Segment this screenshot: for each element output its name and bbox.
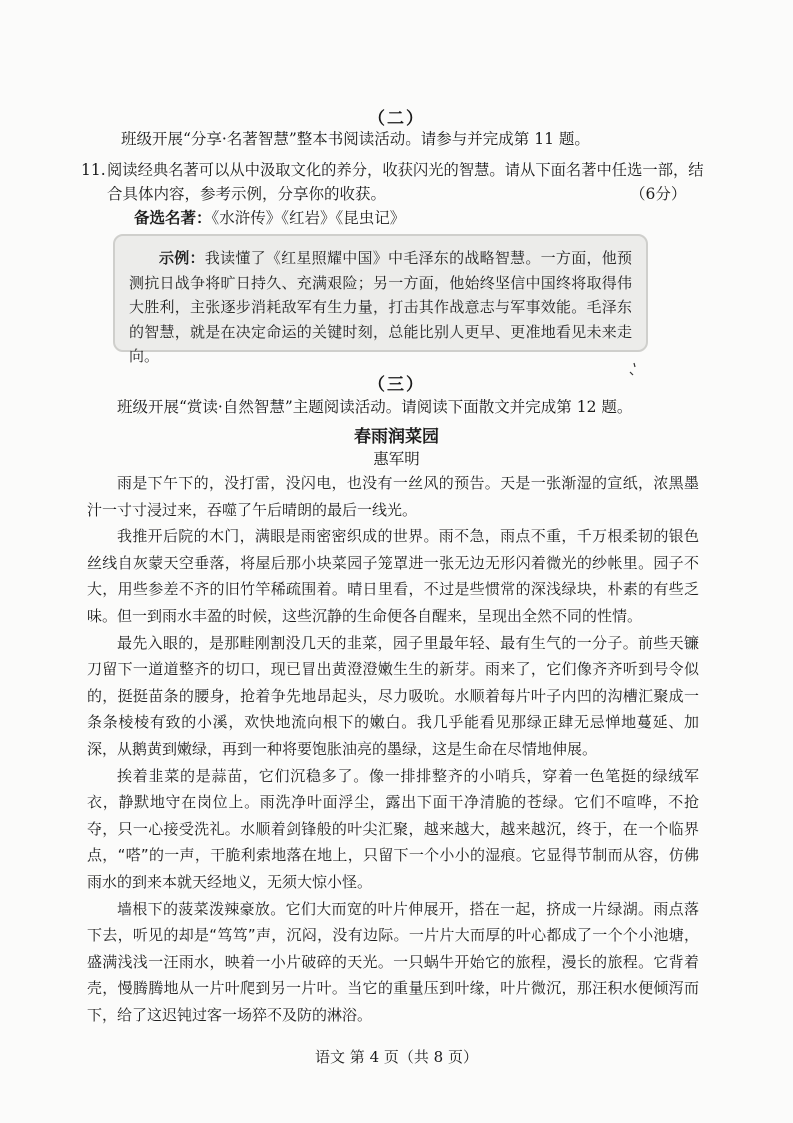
example-box — [113, 234, 648, 365]
section-3-intro: 班级开展“赏读·自然智慧”主题阅读活动。请阅读下面散文并完成第 12 题。 — [117, 398, 633, 416]
essay-paragraph: 最先入眼的，是那畦刚割没几天的韭菜，园子里最年轻、最有生气的一分子。前些天镰刀留下一道道整齐的切口，现已冒出黄澄澄嫩生生的新芽。雨来了，它们像齐齐听到号令似的，挺挺苗条的腰身，抢着争先地昂起头，尽力吸吮。水顺着每片叶子内凹的沟槽汇聚成一条条棱棱有致的小溪，欢快地流向根下的嫩白。我几乎能看见那绿正肆无忌惮地蔓延、加深，从鹅黄到嫩绿，再到一种将要饱胀油亮的墨绿，这是生命在尽情地伸展。 — [87, 633, 699, 758]
question-11-number: 11. — [81, 161, 106, 179]
essay-paragraph: 墙根下的菠菜泼辣豪放。它们大而宽的叶片伸展开，搭在一起，挤成一片绿湖。雨点落下去，听见的却是“笃笃”声，沉闷，没有边际。一片片大而厚的叶心都成了一个个小池塘，盛满浅浅一汪雨水，映着一小片破碎的天光。一只蜗牛开始它的旅程，漫长的旅程。它背着壳，慢腾腾地从一片叶爬到另一片叶。当它的重量压到叶缘，叶片微沉，那汪积水便倾泻而下，给了这迟钝过客一场猝不及防的淋浴。 — [87, 899, 699, 1024]
essay-author: 惠军明 — [373, 450, 420, 468]
question-11-line-2: 合具体内容，参考示例，分享你的收获。 — [107, 185, 387, 203]
example-label: 示例： — [159, 249, 205, 267]
books-list: 《水浒传》《红岩》《昆虫记》 — [211, 209, 406, 227]
section-3-heading: （三） — [368, 375, 425, 395]
question-11-line-1: 阅读经典名著可以从中汲取文化的养分，收获闪光的智慧。请从下面名著中任选一部，结 — [107, 161, 704, 179]
essay-paragraph: 雨是下午下的，没打雷，没闪电，也没有一丝风的预告。天是一张渐湿的宣纸，浓黑墨汁一寸寸浸过来，吞噬了午后晴朗的最后一线光。 — [87, 474, 699, 519]
example-paragraph — [129, 246, 632, 369]
section-2-intro: 班级开展“分享·名著智慧”整本书阅读活动。请参与并完成第 11 题。 — [121, 130, 590, 148]
essay-title: 春雨润菜园 — [354, 427, 439, 447]
books-line — [134, 207, 405, 229]
essay-paragraph: 挨着韭菜的是蒜苗，它们沉稳多了。像一排排整齐的小哨兵，穿着一色笔挺的绿绒军衣，静默地守在岗位上。雨洗净叶面浮尘，露出下面干净清脆的苍绿。它们不喧哗，不抢夺，只一心接受洗礼。水顺着剑锋般的叶尖汇聚，越来越大，越来越沉，终于，在一个临界点，“嗒”的一声，干脆利索地落在地上，只留下一个小小的湿痕。它显得节制而从容，仿佛雨水的到来本就天经地义，无须大惊小怪。 — [87, 766, 699, 891]
books-label: 备选名著： — [134, 208, 212, 227]
essay-body — [87, 470, 699, 1028]
question-11-score: （6分） — [630, 185, 687, 203]
page-footer: 语文 第 4 页（共 8 页） — [315, 1048, 478, 1066]
section-2-heading: （二） — [368, 109, 425, 129]
essay-paragraph: 我推开后院的木门，满眼是雨密密织成的世界。雨不急，雨点不重，千万根柔韧的银色丝线自灰蒙天空垂落，将屋后那小块菜园子笼罩进一张无边无形闪着微光的纱帐里。园子不大，用些参差不齐的旧竹竿稀疏围着。晴日里看，不过是些惯常的深浅绿块，朴素的有些乏味。但一到雨水丰盈的时候，这些沉静的生命便各自醒来，呈现出全然不同的性情。 — [87, 527, 699, 625]
example-text: 我读懂了《红星照耀中国》中毛泽东的战略智慧。一方面，他预测抗日战争将旷日持久、充满艰险；另一方面，他始终坚信中国终将取得伟大胜利，主张逐步消耗敌军有生力量，打击其作战意志与军事效能。毛泽东的智慧，就是在决定命运的关键时刻，总能比别人更早、更准地看见未来走向。 — [129, 249, 632, 365]
